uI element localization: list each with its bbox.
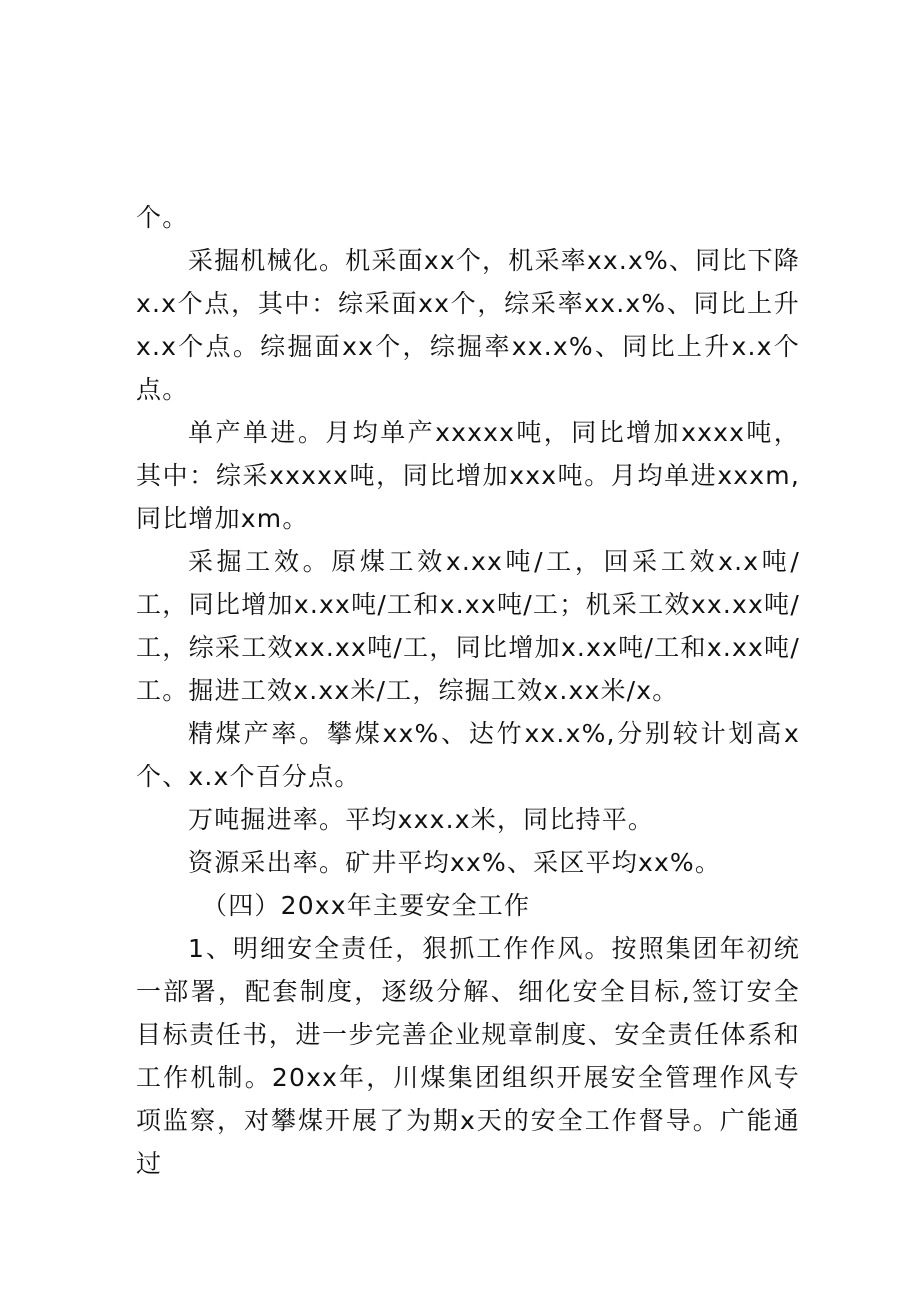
paragraph-mechanization: 采掘机械化。机采面xx个，机采率xx.x%、同比下降x.x个点，其中：综采面xx个，综采率xx.x%、同比上升x.x个点。综掘面xx个，综掘率xx.x%、同比上升x.x个点。	[136, 246, 800, 404]
paragraph-clean-coal-rate: 精煤产率。攀煤xx%、达竹xx.x%,分别较计划高x个、x.x个百分点。	[136, 719, 800, 791]
paragraph-safety-responsibility: 1、明细安全责任，狠抓工作作风。按照集团年初统一部署，配套制度，逐级分解、细化安全目标,签订安全目标责任书，进一步完善企业规章制度、安全责任体系和工作机制。20xx年，川煤集团组织开展安全管理作风专项监察，对攀煤开展了为期x天的安全工作督导。广能通过	[136, 934, 800, 1178]
paragraph-recovery-rate: 资源采出率。矿井平均xx%、采区平均xx%。	[188, 848, 722, 877]
paragraph-tunneling-rate: 万吨掘进率。平均xxx.x米，同比持平。	[188, 805, 655, 834]
paragraph-continuation: 个。	[136, 203, 189, 232]
paragraph-unit-output: 单产单进。月均单产xxxxx吨，同比增加xxxx吨，其中：综采xxxxx吨，同比增加xxx吨。月均单进xxxm,同比增加xm。	[136, 418, 800, 533]
section-heading: （四）20xx年主要安全工作	[202, 891, 531, 920]
document-body	[136, 196, 800, 1185]
paragraph-work-efficiency: 采掘工效。原煤工效x.xx吨/工，回采工效x.x吨/工，同比增加x.xx吨/工和x.xx吨/工；机采工效xx.xx吨/工，综采工效xx.xx吨/工，同比增加x.xx吨/工和x.xx吨/工。掘进工效x.xx米/工，综掘工效x.xx米/x。	[136, 547, 800, 705]
